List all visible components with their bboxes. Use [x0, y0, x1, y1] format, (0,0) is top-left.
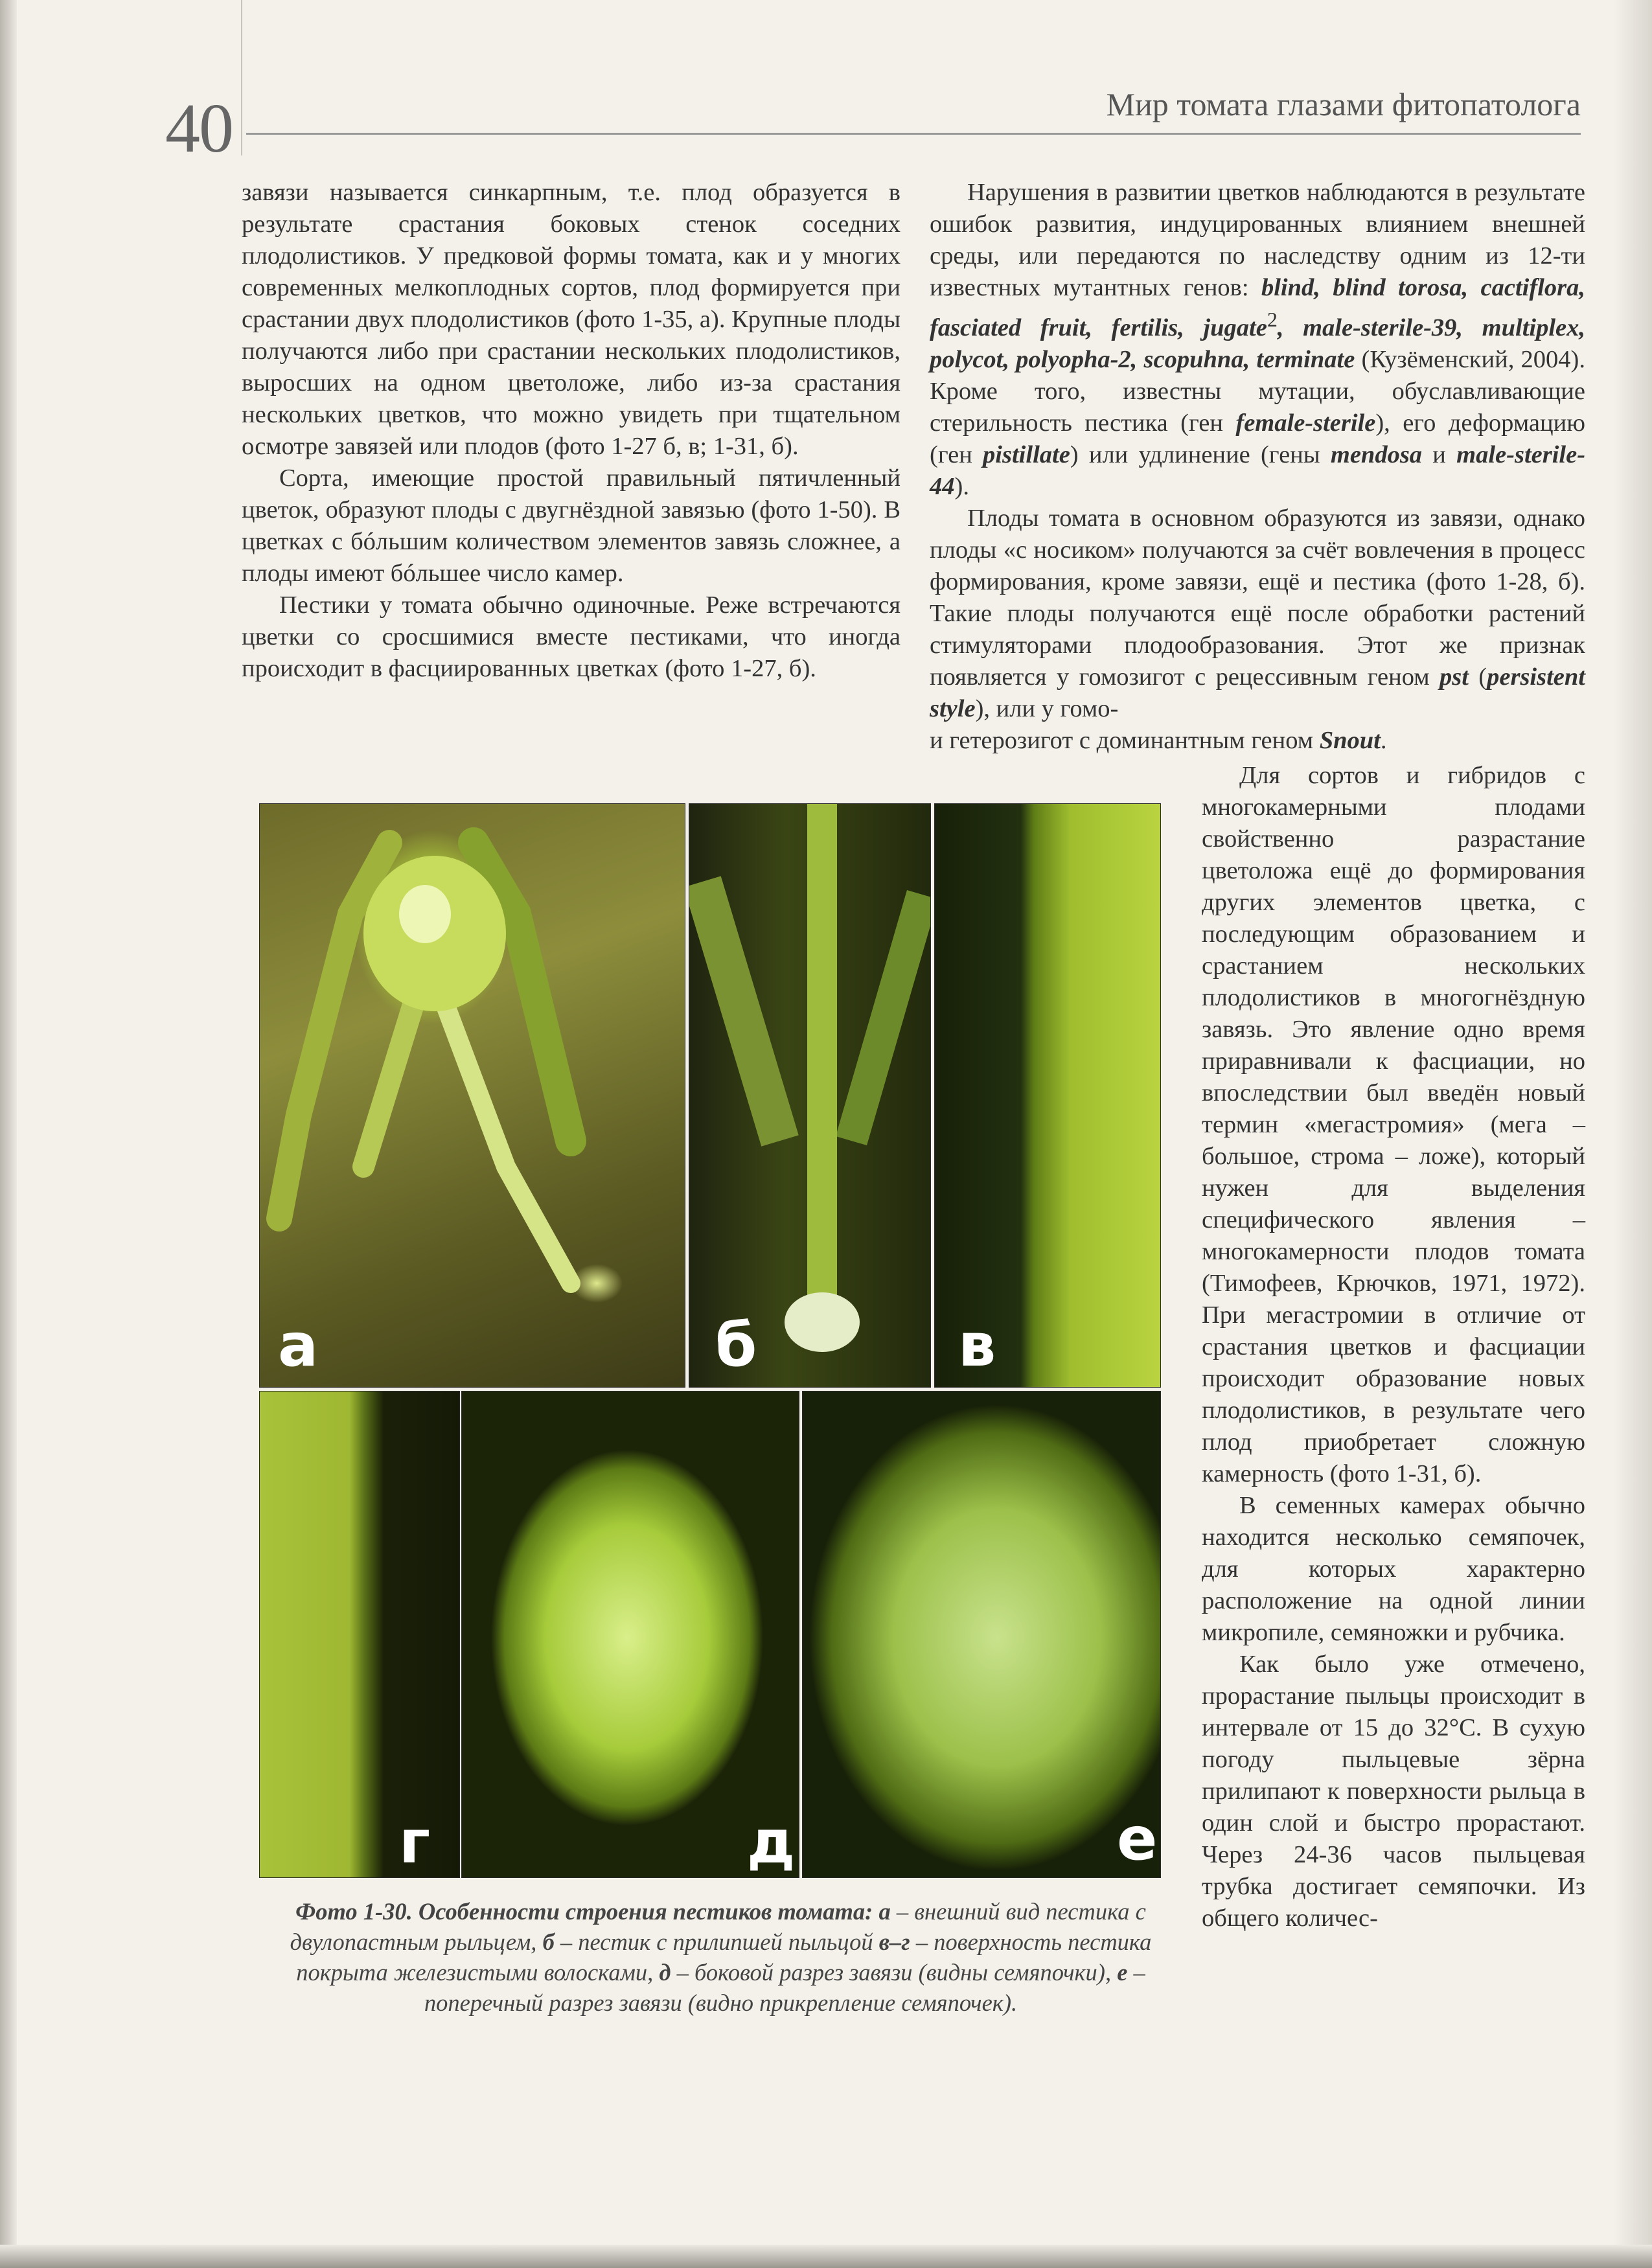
- right-paragraph-3: Для сортов и гибридов с многокамерными плодами свойственно разрастание цветоложа ещё до формирования других элементов цветка, с последующим образованием и срастанием нескольких плодолистиков в многогнёздную завязь. Это явление одно время приравнивали к фасциации, но впоследствии был введён новый термин «мегастромия» (мега – большое, строма – ложе), который нужен для выделения специфического явления – многокамерности плодов томата (Тимофеев, Крючков, 1971, 1972). При мегастромии в отличие от срастания цветков и фасциации происходит образование новых плодолистиков, в результате чего плод приобретает сложную камерность (фото 1-31, б).: [1202, 762, 1585, 1487]
- photo-label-b: б: [715, 1311, 757, 1380]
- scan-edge-right: [1613, 0, 1652, 2268]
- caption-text: – пестик с прилипшей пыльцой: [554, 1929, 879, 1955]
- caption-text: – поверхность пестика покрыта железистыми волосками,: [296, 1929, 1152, 1986]
- photo-label-v: в: [958, 1311, 996, 1380]
- gene-name: persistent style: [930, 663, 1586, 722]
- gene-name: Snout: [1319, 726, 1381, 754]
- left-column: [242, 177, 901, 685]
- right-paragraph-2: [930, 503, 1585, 725]
- photo-d-ovary-side-section: [461, 1391, 799, 1878]
- running-title: Мир томата глазами фитопатолога: [1106, 86, 1581, 122]
- caption-text: – боковой разрез завязи (видны семяпочки),: [671, 1959, 1118, 1986]
- gene-list: blind, blind torosa, cactiflora, fasciated fruit, fertilis, jugate: [930, 274, 1585, 341]
- photo-b-pistil-with-pollen: [689, 803, 931, 1388]
- text-run: .: [1380, 726, 1387, 754]
- photo-label-a: а: [278, 1311, 319, 1380]
- right-column-top: [930, 177, 1585, 757]
- photo-e-ovary-cross-section: [802, 1391, 1161, 1878]
- caption-text: – поперечный разрез завязи (видно прикрепление семяпочек).: [424, 1959, 1145, 2016]
- gene-name: female-sterile: [1235, 409, 1376, 437]
- caption-key: а: [878, 1898, 891, 1925]
- photo-label-e: е: [1117, 1804, 1158, 1873]
- left-paragraph-1: завязи называется синкарпным, т.е. плод образуется в результате срастания боковых стенок соседних плодолистиков. У предковой формы томата, как и у многих современных мелкоплодных сортов, плод формируется при срастании двух плодолистиков (фото 1-35, а). Крупные плоды получаются либо при срастании нескольких плодолистиков, выросших на одном цветоложе, либо из-за срастания нескольких цветков, что можно увидеть при тщательном осмотре завязей или плодов (фото 1-27 б, в; 1-31, б).: [242, 179, 901, 460]
- right-paragraph-4: В семенных камерах обычно находится несколько семяпочек, для которых характерно расположение на одной линии микропиле, семяножки и рубчика.: [1202, 1492, 1585, 1646]
- pistil-stem-drawing: [689, 804, 930, 1387]
- text-run: и: [1422, 441, 1457, 468]
- figure-caption: [259, 1896, 1182, 2018]
- photo-label-g: г: [399, 1807, 431, 1877]
- page-number: 40: [165, 90, 233, 167]
- scan-edge-bottom: [0, 2245, 1652, 2268]
- text-run: Плоды томата в основном образуются из завязи, однако плоды «с носиком» получаются за счёт вовлечения в процесс формирования, кроме завязи, ещё и пестика (фото 1-28, б). Такие плоды получаются ещё после обработки растений стимуляторами плодообразования. Этот же признак появляется у гомозигот с рецессивным геном: [930, 504, 1585, 691]
- caption-text: – внешний вид пестика с двулопастным рыльцем,: [290, 1898, 1146, 1955]
- photo-g-glandular-hairs: [259, 1391, 460, 1878]
- text-run: ), или у гомо-: [975, 694, 1119, 722]
- right-paragraph-1: [930, 177, 1585, 503]
- superscript: 2: [1267, 308, 1278, 331]
- right-paragraph-2-continued: [930, 725, 1585, 757]
- caption-key: д: [659, 1959, 671, 1986]
- gene-name: mendosa: [1330, 441, 1423, 468]
- gene-name: male-sterile-44: [930, 441, 1586, 500]
- right-paragraph-5: Как было уже отмечено, прорастание пыльцы происходит в интервале от 15 до 32°С. В сухую погоду пыльцевые зёрна прилипают к поверхности рыльца в один слой и быстро прорастают. Через 24-36 часов пыльцевая трубка достигает семяпочки. Из общего количес-: [1202, 1651, 1585, 1932]
- left-paragraph-3: Пестики у томата обычно одиночные. Реже встречаются цветки со сросшимися вместе пестиками, что иногда происходит в фасциированных цветках (фото 1-27, б).: [242, 591, 901, 682]
- caption-key: б: [542, 1929, 555, 1955]
- caption-key: е: [1117, 1959, 1128, 1986]
- scan-edge-left: [0, 0, 17, 2268]
- right-column-narrow: [1202, 760, 1585, 1934]
- photo-label-d: д: [747, 1807, 796, 1877]
- text-run: ) или удлинение (гены: [1070, 441, 1331, 468]
- gene-name: pst: [1439, 663, 1469, 691]
- text-run: и гетерозигот с доминантным геном: [930, 726, 1320, 754]
- pistil-drawing: [260, 804, 685, 1387]
- text-run: (Кузёменский, 2004). Кроме того, известны мутации, обуславливающие стерильность пестика (ген: [930, 345, 1585, 437]
- photo-a-pistil-exterior: [259, 803, 685, 1388]
- caption-title: Фото 1-30. Особенности строения пестиков томата:: [295, 1898, 873, 1925]
- binding-line: [241, 0, 242, 155]
- left-paragraph-2: Сорта, имеющие простой правильный пятичленный цветок, образуют плоды с двугнёздной завязью (фото 1-50). В цветках с бóльшим количеством элементов завязь сложнее, а плоды имеют бóльшее число камер.: [242, 464, 901, 587]
- text-run: Нарушения в развитии цветков наблюдаются в результате ошибок развития, индуцированных влиянием внешней среды, или передаются по наследству одним из 12-ти известных мутантных генов:: [930, 179, 1585, 301]
- text-run: (: [1468, 663, 1487, 691]
- gene-name: pistillate: [983, 441, 1070, 468]
- gene-list-continued: , male-sterile-39, multiplex, polycot, polyopha-2, scopuhna, terminate: [930, 314, 1585, 373]
- text-run: ), его деформацию (ген: [930, 409, 1585, 468]
- text-run: ).: [954, 472, 969, 500]
- photo-v-pistil-surface: [934, 803, 1161, 1388]
- header-rule: [246, 133, 1581, 135]
- caption-key: в–г: [878, 1929, 910, 1955]
